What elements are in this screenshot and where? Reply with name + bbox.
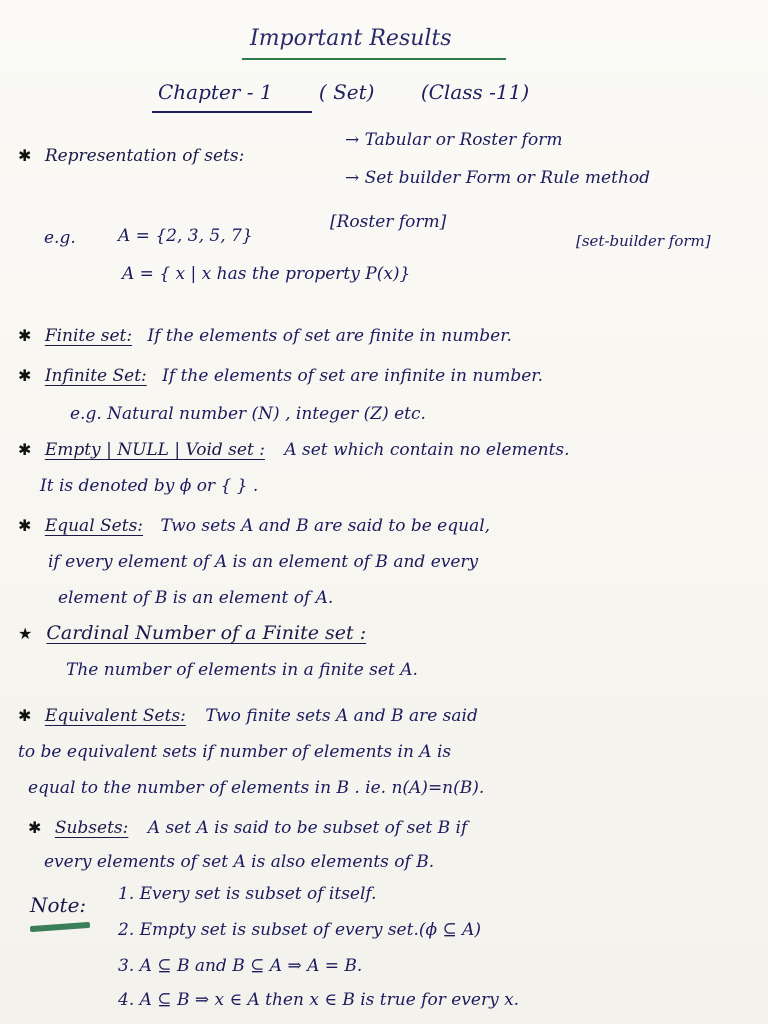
star-icon: ✱	[18, 146, 32, 165]
empty-line	[18, 440, 570, 460]
note-item-4: 4. A ⊆ B ⇒ x ∈ A then x ∈ B is true for every x.	[118, 990, 520, 1010]
infinite-example: e.g. Natural number (N) , integer (Z) etc.	[70, 404, 426, 424]
star-icon: ★	[18, 624, 33, 643]
equal-heading: Equal Sets:	[44, 516, 144, 536]
star-icon: ✱	[18, 326, 32, 345]
equivalent-text-3: equal to the number of elements in B . ie. n(A)=n(B).	[28, 778, 485, 798]
builder-tag: [set-builder form]	[576, 232, 711, 250]
star-icon: ✱	[28, 818, 42, 837]
chapter-label: Chapter - 1	[158, 80, 273, 104]
page-title: Important Results	[250, 26, 452, 51]
empty-text: A set which contain no elements.	[284, 440, 570, 460]
finite-heading: Finite set:	[44, 326, 133, 346]
representation-item-2: → Set builder Form or Rule method	[345, 168, 651, 188]
title-underline	[242, 58, 506, 60]
empty-line-2: It is denoted by ϕ or { } .	[40, 476, 259, 496]
chapter-subject: ( Set)	[318, 80, 375, 104]
note-underline-bar	[30, 922, 90, 932]
subsets-heading: Subsets:	[54, 818, 129, 838]
note-item-2: 2. Empty set is subset of every set.(ϕ ⊆ A)	[118, 920, 482, 940]
subsets-line-1	[28, 818, 467, 838]
star-icon: ✱	[18, 366, 32, 385]
equivalent-text-1: Two finite sets A and B are said	[205, 706, 478, 726]
equal-text-2: if every element of A is an element of B and every	[48, 552, 479, 572]
empty-heading: Empty | NULL | Void set :	[44, 440, 265, 460]
example-label: e.g.	[44, 228, 76, 248]
finite-line	[18, 326, 512, 346]
equivalent-heading: Equivalent Sets:	[44, 706, 186, 726]
representation-heading: Representation of sets:	[44, 146, 245, 166]
equal-line-1	[18, 516, 490, 536]
chapter-line	[158, 80, 529, 104]
example-builder: A = { x | x has the property P(x)}	[122, 264, 411, 284]
note-label: Note:	[30, 893, 87, 917]
chapter-class: (Class -11)	[420, 80, 530, 104]
finite-text: If the elements of set are finite in number.	[147, 326, 512, 346]
note-item-3: 3. A ⊆ B and B ⊆ A ⇒ A = B.	[118, 956, 363, 976]
representation-item-1: → Tabular or Roster form	[345, 130, 563, 150]
roster-tag: [Roster form]	[330, 212, 447, 232]
equivalent-text-2: to be equivalent sets if number of elements in A is	[18, 742, 452, 762]
star-icon: ✱	[18, 706, 32, 725]
infinite-text: If the elements of set are infinite in number.	[162, 366, 543, 386]
representation-heading-line	[18, 146, 244, 166]
equal-text-3: element of B is an element of A.	[58, 588, 334, 608]
chapter-underline	[152, 111, 312, 113]
cardinal-text: The number of elements in a finite set A.	[66, 660, 418, 680]
equivalent-line-1	[18, 706, 478, 726]
infinite-line	[18, 366, 543, 386]
example-roster: A = {2, 3, 5, 7}	[118, 226, 253, 246]
subsets-text-1: A set A is said to be subset of set B if	[147, 818, 468, 838]
equal-text-1: Two sets A and B are said to be equal,	[160, 516, 491, 536]
cardinal-line	[18, 622, 366, 644]
star-icon: ✱	[18, 516, 32, 535]
star-icon: ✱	[18, 440, 32, 459]
infinite-heading: Infinite Set:	[44, 366, 147, 386]
subsets-text-2: every elements of set A is also elements of B.	[44, 852, 435, 872]
cardinal-heading: Cardinal Number of a Finite set :	[46, 622, 367, 644]
note-item-1: 1. Every set is subset of itself.	[118, 884, 377, 904]
